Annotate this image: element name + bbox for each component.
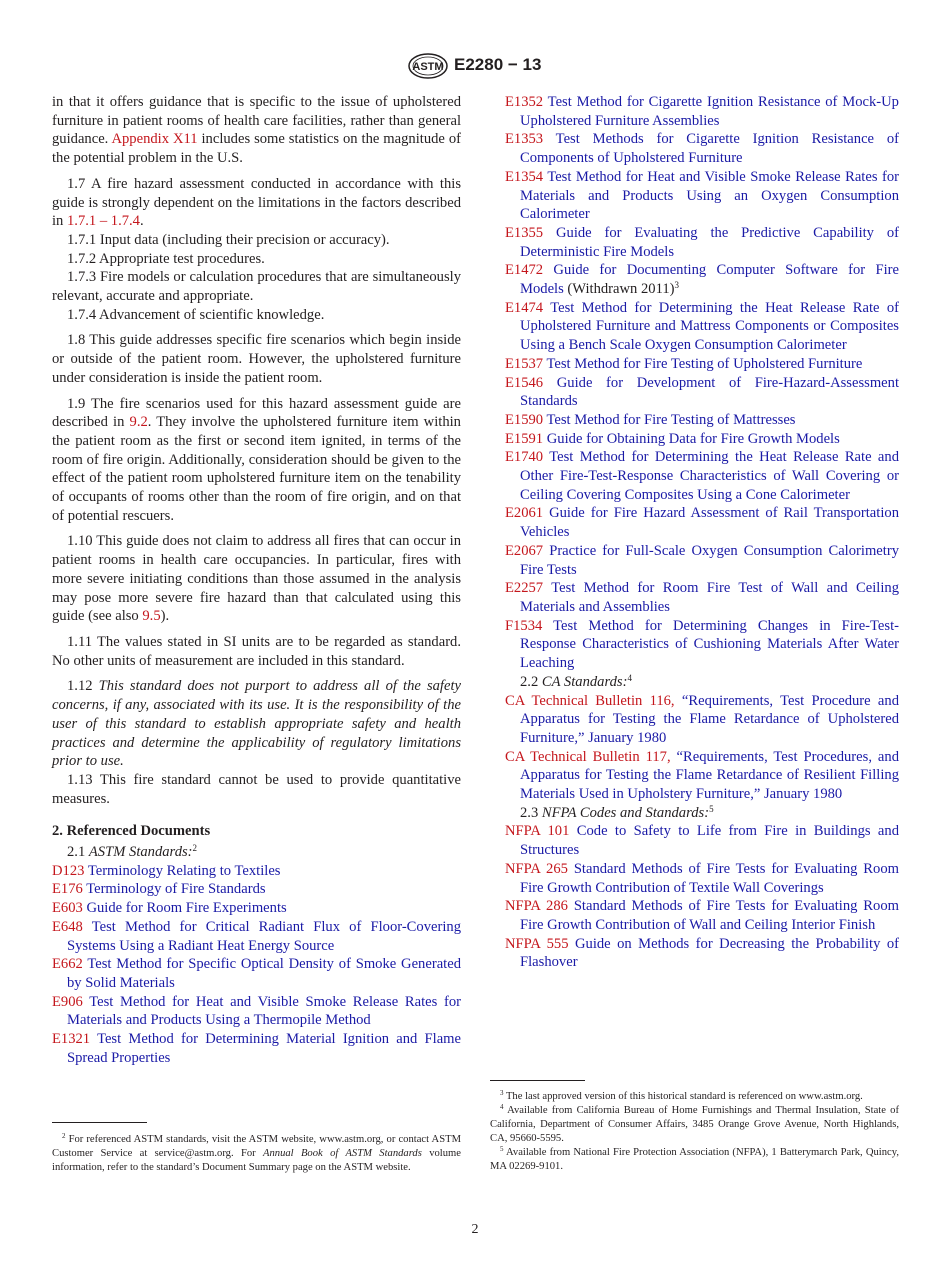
reference-item — [52, 899, 461, 918]
reference-title[interactable]: Guide for Obtaining Data for Fire Growth Models — [546, 430, 840, 447]
reference-item — [505, 299, 899, 355]
reference-item — [52, 1030, 461, 1067]
reference-title[interactable]: “Requirements, Test Procedures, and Apparatus for Testing the Flame Retardance of Resilient Filling Materials Used in Upholstery Furniture,” January 1980 — [520, 748, 899, 803]
reference-item — [52, 880, 461, 899]
reference-code[interactable]: E1472 — [505, 262, 544, 279]
reference-item — [505, 224, 899, 261]
ca-standards-label: 2.2 CA Standards:$^4$ — [520, 672, 632, 690]
reference-item — [52, 862, 461, 881]
paragraph-1-7: 1.7 A fire hazard assessment conducted in accordance with this guide is strongly dependent on the limitations in the factors described in 1.7.1 – 1.7.4. — [52, 175, 461, 230]
reference-code[interactable]: CA Technical Bulletin 116, — [505, 692, 675, 709]
reference-item — [505, 411, 899, 430]
footnote-2: $^2$ For referenced ASTM standards, visit the ASTM website, www.astm.org, or contact ASTM Customer Service at service@astm.org. For Annual Book of ASTM Standards volume information, refer to the standard’s Document Summary page on the ASTM website. — [52, 1132, 461, 1173]
standard-designation: E2280 − 13 — [454, 55, 542, 74]
reference-code[interactable]: E1546 — [505, 374, 544, 391]
paragraph-1-7-2: 1.7.2 Appropriate test procedures. — [67, 250, 265, 267]
reference-item: E1472 Guide for Documenting Computer Software for Fire Models (Withdrawn 2011)$^3$ — [505, 262, 899, 298]
page-number: 2 — [471, 1222, 479, 1237]
paragraph-1-7-4: 1.7.4 Advancement of scientific knowledge. — [67, 306, 325, 323]
reference-title[interactable]: Terminology Relating to Textiles — [87, 862, 281, 879]
reference-item — [505, 542, 899, 579]
reference-item — [505, 448, 899, 504]
paragraph-1-6-continued: in that it offers guidance that is specific to the issue of upholstered furniture in patient rooms of health care facilities, rather than general guidance. Appendix X11 includes some statistics on the magnitude of the potential problem in the U.S. — [52, 94, 462, 167]
reference-title[interactable]: Test Method for Cigarette Ignition Resistance of Mock-Up Upholstered Furniture Assemblies — [520, 94, 899, 129]
reference-code[interactable]: E1321 — [52, 1031, 91, 1048]
reference-code[interactable]: E662 — [52, 956, 83, 973]
svg-text:ASTM: ASTM — [412, 61, 444, 73]
reference-item — [505, 168, 899, 224]
reference-title[interactable]: Practice for Full-Scale Oxygen Consumption Calorimetry Fire Tests — [520, 542, 899, 578]
reference-item — [505, 935, 899, 972]
reference-item — [505, 822, 899, 859]
reference-code[interactable]: NFPA 101 — [505, 823, 570, 840]
footnotes-right — [490, 1090, 899, 1174]
left-column — [52, 93, 461, 1067]
reference-code[interactable]: E2257 — [505, 580, 544, 597]
reference-item — [505, 374, 899, 411]
reference-title[interactable]: Guide for Room Fire Experiments — [86, 900, 287, 917]
reference-code[interactable]: F1534 — [505, 617, 543, 634]
reference-title[interactable]: Test Method for Fire Testing of Upholstered Furniture — [546, 355, 863, 372]
reference-title[interactable]: Test Method for Heat and Visible Smoke Release Rates for Materials and Products Using an Oxygen Consumption Calorimeter — [520, 168, 899, 223]
reference-item — [505, 93, 899, 130]
nfpa-reference-list — [505, 822, 899, 972]
astm-logo-icon — [408, 52, 448, 80]
reference-item — [505, 579, 899, 616]
reference-code[interactable]: E1591 — [505, 430, 544, 447]
link-appendix-x11[interactable]: Appendix X11 — [111, 131, 198, 148]
right-column — [505, 93, 899, 972]
reference-item — [505, 860, 899, 897]
footnote-5: $^5$ Available from National Fire Protection Association (NFPA), 1 Batterymarch Park, Quincy, MA 02269-9101. — [490, 1145, 899, 1172]
footnote-divider-left — [52, 1122, 147, 1123]
reference-code[interactable]: E1352 — [505, 94, 544, 110]
reference-title[interactable]: Test Method for Fire Testing of Mattresses — [546, 411, 796, 428]
astm-reference-list-continued-2 — [505, 299, 899, 673]
nfpa-standards-label: 2.3 NFPA Codes and Standards:$^5$ — [520, 803, 714, 821]
reference-item — [505, 504, 899, 541]
section-heading-referenced-documents: 2. Referenced Documents — [52, 823, 211, 840]
reference-item — [505, 617, 899, 673]
reference-item — [505, 355, 899, 374]
reference-code[interactable]: E2061 — [505, 505, 544, 522]
reference-code[interactable]: E906 — [52, 993, 83, 1010]
footnote-4: $^4$ Available from California Bureau of Home Furnishings and Thermal Insulation, State of California, Department of Consumer Affairs, 3485 Orange Grove Avenue, North Highlands, CA, 95660-5595. — [490, 1103, 899, 1144]
page-header — [0, 52, 950, 82]
link-1-7-1-to-1-7-4[interactable]: 1.7.1 – 1.7.4 — [67, 213, 140, 230]
reference-item — [505, 692, 899, 748]
paragraph-1-13: 1.13 This fire standard cannot be used to provide quantitative measures. — [52, 771, 461, 807]
reference-item — [52, 955, 461, 992]
ca-reference-list — [505, 692, 899, 804]
reference-code[interactable]: E1353 — [505, 131, 544, 148]
reference-title[interactable]: Terminology of Fire Standards — [86, 881, 266, 898]
reference-title[interactable]: Test Method for Room Fire Test of Wall and Ceiling Materials and Assemblies — [520, 580, 900, 615]
reference-code[interactable]: NFPA 555 — [505, 935, 569, 952]
reference-code[interactable]: E1537 — [505, 355, 544, 372]
paragraph-1-7-3: 1.7.3 Fire models or calculation procedures that are simultaneously relevant, accurate and appropriate. — [52, 269, 461, 305]
reference-code[interactable]: NFPA 265 — [505, 860, 568, 877]
link-9-5[interactable]: 9.5 — [142, 608, 161, 625]
reference-code[interactable]: E2067 — [505, 542, 544, 559]
astm-standards-label: 2.1 ASTM Standards:$^2$ — [67, 843, 198, 861]
reference-title[interactable]: Guide for Fire Hazard Assessment of Rail Transportation Vehicles — [520, 505, 899, 541]
reference-code[interactable]: E1740 — [505, 449, 544, 466]
reference-code[interactable]: CA Technical Bulletin 117, — [505, 748, 671, 765]
reference-code[interactable]: E648 — [52, 918, 83, 935]
paragraph-1-10: 1.10 This guide does not claim to address all fires that can occur in patient rooms in health care occupancies. In particular, fires with more severe initiating conditions than those assumed in the analysis may pose more severe fire hazard than that calculated using this guide (see also 9.5). — [52, 533, 461, 625]
reference-title[interactable]: Guide for Documenting Computer Software for Fire Models — [520, 262, 899, 298]
astm-reference-list — [52, 862, 461, 1068]
paragraph-1-9: 1.9 The fire scenarios used for this hazard assessment guide are described in 9.2. They involve the upholstered furniture item within the patient room as the first or second item ignited, in terms of the room of fire origin. Additionally, consideration should be given to the effect of the patient room upholstered furniture item on the tenability of occupants of rooms other than the room of fire origin, and on that of potential rescuers. — [52, 395, 461, 524]
reference-title[interactable]: Guide for Development of Fire-Hazard-Assessment Standards — [520, 374, 899, 410]
reference-title[interactable]: Test Method for Critical Radiant Flux of Floor-Covering Systems Using a Radiant Heat Energy Source — [67, 918, 461, 954]
reference-code[interactable]: NFPA 286 — [505, 898, 568, 915]
reference-title[interactable]: “Requirements, Test Procedure and Apparatus for Testing the Flame Retardance of Upholstered Furniture,” January 1980 — [520, 692, 899, 746]
paragraph-1-12: 1.12 This standard does not purport to address all of the safety concerns, if any, associated with its use. It is the responsibility of the user of this standard to establish appropriate safety and health practices and determine the applicability of regulatory limitations prior to use. — [52, 678, 461, 770]
reference-code[interactable]: E603 — [52, 900, 83, 917]
reference-title[interactable]: Test Method for Specific Optical Density of Smoke Generated by Solid Materials — [67, 956, 461, 991]
reference-title[interactable]: Test Methods for Cigarette Ignition Resistance of Components of Upholstered Furniture — [520, 131, 900, 167]
reference-code[interactable]: E1474 — [505, 299, 544, 316]
paragraph-1-11: 1.11 The values stated in SI units are to be regarded as standard. No other units of measurement are included in this standard. — [52, 633, 461, 669]
reference-item — [505, 748, 899, 804]
footnote-3: $^3$ The last approved version of this historical standard is referenced on www.astm.org. — [500, 1089, 863, 1102]
footnote-divider-right — [490, 1080, 585, 1081]
reference-title[interactable]: Standard Methods of Fire Tests for Evaluating Room Fire Growth Contribution of Textile Wall Coverings — [520, 860, 899, 896]
reference-title[interactable]: Standard Methods of Fire Tests for Evaluating Room Fire Growth Contribution of Wall and Ceiling Interior Finish — [520, 898, 899, 933]
paragraph-1-7-1: 1.7.1 Input data (including their precision or accuracy). — [67, 231, 390, 248]
reference-title[interactable]: Test Method for Determining the Heat Release Rate and Other Fire-Test-Response Characteristics of Wall Covering or Ceiling Covering Composites Using a Cone Calorimeter — [520, 449, 899, 503]
reference-title[interactable]: Test Method for Determining the Heat Release Rate of Upholstered Furniture and Mattress Components or Composites Using a Bench Scale Oxygen Consumption Calorimeter — [520, 299, 899, 354]
reference-title[interactable]: Test Method for Determining Material Ignition and Flame Spread Properties — [67, 1031, 461, 1066]
reference-item — [52, 918, 461, 955]
reference-title[interactable]: Guide for Evaluating the Predictive Capability of Deterministic Fire Models — [520, 224, 899, 260]
reference-code[interactable]: D123 — [52, 862, 85, 879]
reference-code[interactable]: E1354 — [505, 168, 544, 185]
paragraph-1-8: 1.8 This guide addresses specific fire scenarios which begin inside or outside of the patient room. However, the upholstered furniture under consideration is inside the patient room. — [52, 332, 461, 386]
link-9-2[interactable]: 9.2 — [129, 414, 148, 431]
reference-title[interactable]: Test Method for Heat and Visible Smoke Release Rates for Materials and Products Using a Thermopile Method — [67, 993, 461, 1029]
reference-code[interactable]: E176 — [52, 881, 83, 898]
reference-title[interactable]: Guide on Methods for Decreasing the Probability of Flashover — [520, 935, 899, 971]
astm-reference-list-continued — [505, 93, 899, 261]
reference-title[interactable]: Code to Safety to Life from Fire in Buildings and Structures — [520, 823, 899, 859]
reference-item — [52, 993, 461, 1030]
reference-code[interactable]: E1355 — [505, 224, 544, 241]
reference-title[interactable]: Test Method for Determining Changes in Fire-Test-Response Characteristics of Cushioning Materials After Water Leaching — [520, 617, 899, 672]
reference-item — [505, 430, 899, 449]
reference-code[interactable]: E1590 — [505, 411, 544, 428]
reference-item — [505, 130, 899, 167]
reference-item — [505, 897, 899, 934]
